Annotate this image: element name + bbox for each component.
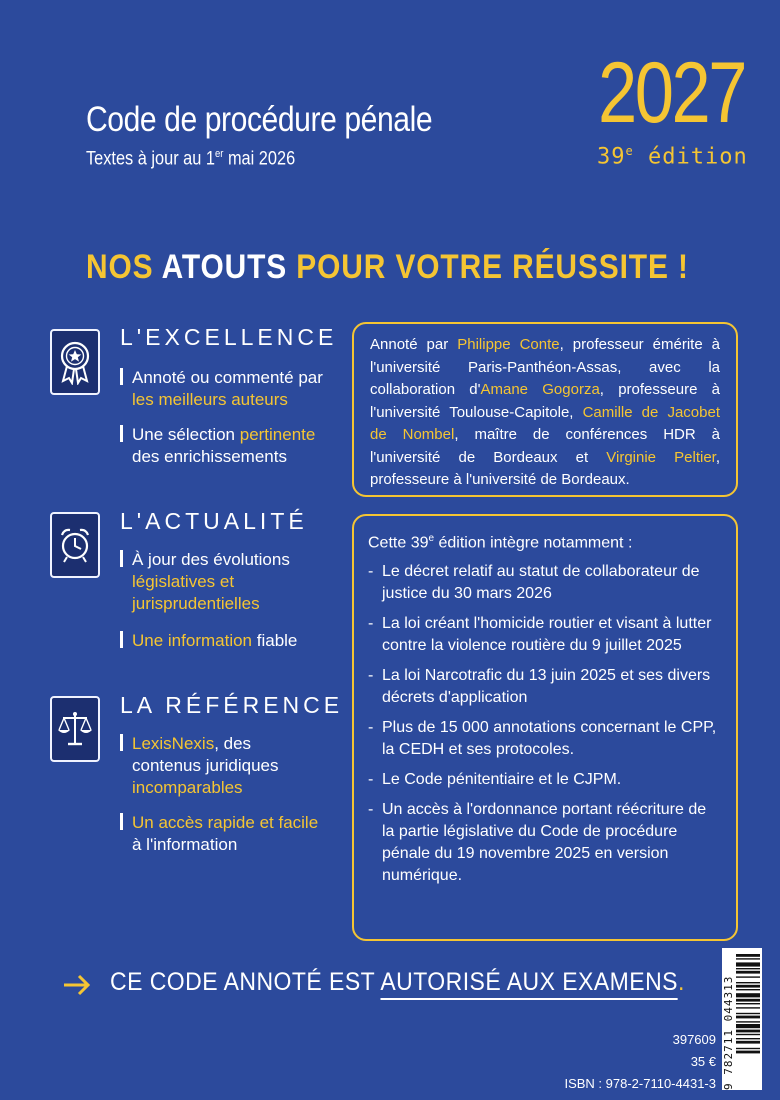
- authors-text-part: , professeure à l'université de Bordeaux.: [370, 448, 720, 488]
- edition-intro: [368, 528, 720, 554]
- edition-item: [368, 665, 720, 709]
- price: 35 €: [690, 1054, 716, 1069]
- edition-item-text: Le Code pénitentiaire et le CJPM.: [382, 771, 622, 789]
- product-reference: 397609: [672, 1032, 716, 1047]
- bullet-text-highlight: LexisNexis: [132, 734, 215, 753]
- edition-item: [368, 799, 720, 887]
- edition-item-text: Le décret relatif au statut de collaborateur de justice du 30 mars 2026: [382, 563, 700, 603]
- award-ribbon-icon: [50, 329, 100, 395]
- bullet-text: contenus juridiques: [132, 756, 279, 775]
- bullet-bar: [120, 813, 123, 830]
- barcode-digits: 9 782711 044313: [722, 975, 735, 1090]
- bullet-line: [120, 424, 315, 446]
- bullet-text-highlight: pertinente: [239, 425, 316, 444]
- authors-text-part: Annoté par: [370, 336, 458, 353]
- feature-bullet: [120, 630, 297, 652]
- isbn: ISBN : 978-2-7110-4431-3: [564, 1076, 716, 1091]
- update-date-sup: er: [214, 148, 224, 160]
- edition-item-text: La loi créant l'homicide routier et visant à lutter contre la violence routière du 9 juillet 2025: [382, 615, 712, 655]
- bullet-text-highlight: Une information: [132, 631, 253, 650]
- edition-number: [597, 144, 748, 169]
- bullet-line: [120, 812, 318, 834]
- authors-text-part: , professeur émérite à l'université Paris-Panthéon-Assas, avec la collaboration d': [370, 336, 721, 398]
- bullet-text: Une sélection: [132, 425, 240, 444]
- edition-year: 2027: [598, 45, 746, 141]
- scales-of-justice-icon: [50, 696, 100, 762]
- slogan-part1: NOS: [86, 248, 162, 286]
- bullet-bar: [120, 550, 123, 567]
- edition-item-text: Un accès à l'ordonnance portant réécriture de la partie législative du Code de procédure pénale du 19 novembre 2025 en version numérique.: [382, 801, 707, 885]
- feature-bullet: [120, 424, 315, 468]
- edition-item-text: La loi Narcotrafic du 13 juin 2025 et ses divers décrets d'application: [382, 667, 711, 707]
- author-name: Amane Gogorza: [480, 381, 600, 398]
- feature-title-reference: LA RÉFÉRENCE: [120, 692, 344, 718]
- bullet-bar: [120, 425, 123, 442]
- dash-marker: -: [368, 719, 374, 737]
- update-date: [86, 148, 295, 170]
- bullet-text-highlight: incomparables: [132, 778, 243, 797]
- slogan-part3: POUR VOTRE RÉUSSITE !: [287, 248, 689, 286]
- edition-contents-box: [352, 514, 738, 941]
- bullet-line: [120, 549, 290, 571]
- exam-authorization-statement: [110, 968, 685, 997]
- author-name: Philippe Conte: [457, 336, 560, 353]
- bullet-text: des enrichissements: [132, 447, 287, 466]
- edition-word: édition: [647, 144, 748, 170]
- statement-dot: .: [677, 968, 685, 996]
- feature-title-excellence: L'EXCELLENCE: [120, 324, 338, 350]
- bullet-bar: [120, 631, 123, 648]
- bullet-text: À jour des évolutions: [132, 550, 290, 569]
- bullet-text: fiable: [252, 631, 298, 650]
- edition-item: [368, 613, 720, 657]
- dash-marker: -: [368, 801, 374, 819]
- feature-bullet: [120, 812, 318, 856]
- feature-bullet: [120, 549, 290, 615]
- feature-bullet: [120, 733, 278, 799]
- bullet-line: [120, 733, 278, 755]
- update-date-pre: Textes à jour au 1: [86, 148, 215, 170]
- bullet-text: Annoté ou commenté par: [132, 368, 323, 387]
- bullet-line: [120, 630, 297, 652]
- bullet-bar: [120, 734, 123, 751]
- author-name: Camille de Jacobet de Nombel: [370, 403, 720, 443]
- bullet-text: à l'information: [132, 835, 238, 854]
- bullet-text: législatives et: [132, 572, 235, 591]
- arrow-right-icon: [62, 970, 92, 1000]
- edition-intro-post: édition intègre notamment :: [434, 534, 633, 552]
- statement-pre: CE CODE ANNOTÉ EST: [110, 968, 381, 996]
- slogan: [86, 248, 689, 287]
- feature-bullet: [120, 367, 323, 411]
- bullet-text-highlight: Un accès rapide et facile: [132, 813, 319, 832]
- authors-text-part: , professeure à l'université Toulouse-Capitole,: [370, 381, 720, 421]
- edition-num: 39: [597, 144, 626, 170]
- dash-marker: -: [368, 615, 374, 633]
- slogan-part2: ATOUTS: [161, 248, 288, 286]
- book-title: Code de procédure pénale: [86, 100, 433, 139]
- edition-item: [368, 769, 720, 791]
- edition-intro-sup: e: [428, 533, 435, 544]
- authors-text: [370, 334, 720, 492]
- edition-intro-pre: Cette 39: [368, 534, 429, 552]
- authors-box: [352, 322, 738, 497]
- author-name: Virginie Peltier: [606, 448, 716, 466]
- bullet-bar: [120, 368, 123, 385]
- authors-text-part: , maître de conférences HDR à l'université de Bordeaux et: [370, 426, 720, 466]
- update-date-post: mai 2026: [223, 148, 296, 170]
- bullet-text: les meilleurs auteurs: [132, 390, 288, 409]
- edition-item-text: Plus de 15 000 annotations concernant le CPP, la CEDH et ses protocoles.: [382, 719, 717, 759]
- dash-marker: -: [368, 563, 374, 581]
- edition-item: [368, 561, 720, 605]
- dash-marker: -: [368, 771, 374, 789]
- edition-sup: e: [625, 144, 634, 158]
- bullet-text: jurisprudentielles: [132, 594, 260, 613]
- feature-title-actualite: L'ACTUALITÉ: [120, 508, 308, 534]
- alarm-clock-icon: [50, 512, 100, 578]
- bullet-line: [120, 367, 323, 389]
- dash-marker: -: [368, 667, 374, 685]
- statement-underlined: AUTORISÉ AUX EXAMENS: [380, 968, 678, 1000]
- edition-item: [368, 717, 720, 761]
- bullet-text: , des: [214, 734, 252, 753]
